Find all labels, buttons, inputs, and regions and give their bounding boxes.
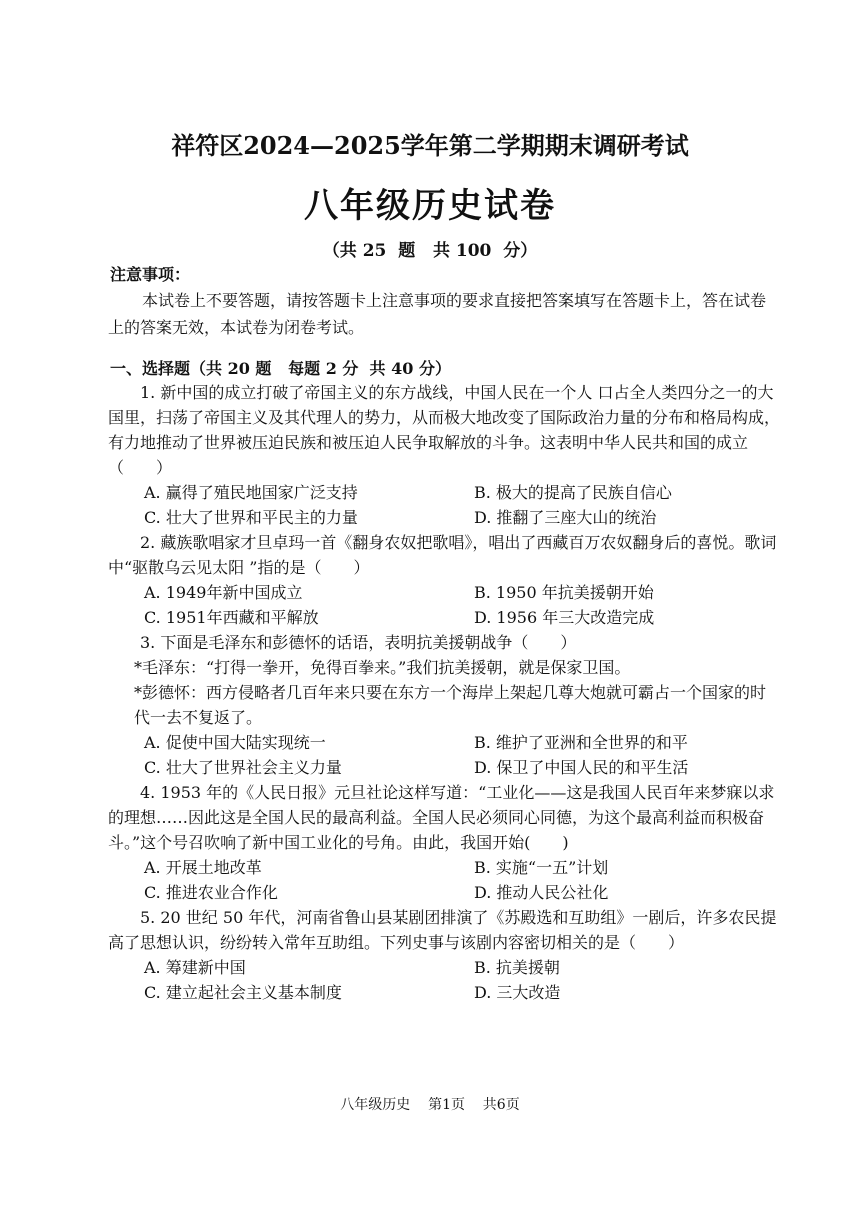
question-stem: 4. 1953 年的《人民日报》元旦社论这样写道：“工业化——这是我国人民百年来梦寐以求的理想……因此这是全国人民的最高利益。全国人民必须同心同德，为这个最高利益而积极奋斗。”这个号召吹响了新中国工业化的号角。由此，我国开始( ) xyxy=(108,783,775,852)
question-2 xyxy=(108,530,780,630)
option-d: D. 三大改造 xyxy=(474,983,561,1002)
option-d: D. 1956 年三大改造完成 xyxy=(474,608,655,627)
option-d: D. 保卫了中国人民的和平生活 xyxy=(474,758,689,777)
option-b: B. 极大的提高了民族自信心 xyxy=(474,483,672,502)
option-b: B. 1950 年抗美援朝开始 xyxy=(474,583,654,602)
question-list xyxy=(108,380,780,1005)
section-heading: 一、选择题（共 20 题 每题 2 分 共 40 分） xyxy=(110,359,451,378)
exam-title: 祥符区2024—2025学年第二学期期末调研考试 xyxy=(171,131,689,160)
question-stem: 2. 藏族歌唱家才旦卓玛一首《翻身农奴把歌唱》，唱出了西藏百万农奴翻身后的喜悦。歌词中“驱散乌云见太阳 ”指的是（ ） xyxy=(108,533,777,577)
quote-mao: *毛泽东：“打得一拳开，免得百拳来。”我们抗美援朝，就是保家卫国。 xyxy=(134,658,631,677)
question-4 xyxy=(108,780,780,905)
option-c: C. 建立起社会主义基本制度 xyxy=(144,983,342,1002)
notice-body: 本试卷上不要答题，请按答题卡上注意事项的要求直接把答案填写在答题卡上，答在试卷上的答案无效，本试卷为闭卷考试。 xyxy=(108,291,767,337)
option-a: A. 开展土地改革 xyxy=(144,858,262,877)
page-footer: 八年级历史 第1页 共6页 xyxy=(340,1097,520,1113)
question-options xyxy=(108,480,780,530)
question-options xyxy=(108,955,780,1005)
question-stem: 1. 新中国的成立打破了帝国主义的东方战线，中国人民在一个人 口占全人类四分之一的大国里，扫荡了帝国主义及其代理人的势力，从而极大地改变了国际政治力量的分布和格局构成，有力地推动了世界被压迫民族和被压迫人民争取解放的斗争。这表明中华人民共和国的成立（ ） xyxy=(108,383,781,477)
option-a: A. 赢得了殖民地国家广泛支持 xyxy=(144,483,358,502)
subject-title: 八年级历史试卷 xyxy=(304,186,556,226)
option-b: B. 维护了亚洲和全世界的和平 xyxy=(474,733,688,752)
option-c: C. 壮大了世界和平民主的力量 xyxy=(144,508,358,527)
question-options xyxy=(108,855,780,905)
option-c: C. 1951年西藏和平解放 xyxy=(144,608,319,627)
question-3 xyxy=(108,630,780,780)
option-a: A. 1949年新中国成立 xyxy=(144,583,303,602)
question-1 xyxy=(108,380,780,530)
question-5 xyxy=(108,905,780,1005)
option-c: C. 推进农业合作化 xyxy=(144,883,278,902)
question-stem: 3. 下面是毛泽东和彭德怀的话语，表明抗美援朝战争（ ） xyxy=(140,633,577,652)
option-c: C. 壮大了世界社会主义力量 xyxy=(144,758,342,777)
question-options xyxy=(108,730,780,780)
option-b: B. 实施“一五”计划 xyxy=(474,858,609,877)
option-d: D. 推翻了三座大山的统治 xyxy=(474,508,657,527)
question-options xyxy=(108,580,780,630)
notice-heading: 注意事项： xyxy=(110,265,191,284)
option-a: A. 促使中国大陆实现统一 xyxy=(144,733,326,752)
option-b: B. 抗美援朝 xyxy=(474,958,560,977)
exam-subtitle: （共 25 题 共 100 分） xyxy=(322,241,538,261)
question-stem: 5. 20 世纪 50 年代，河南省鲁山县某剧团排演了《苏殿选和互助组》一剧后，许多农民提高了思想认识，纷纷转入常年互助组。下列史事与该剧内容密切相关的是（ ） xyxy=(108,908,777,952)
option-a: A. 筹建新中国 xyxy=(144,958,246,977)
quote-peng: *彭德怀：西方侵略者几百年来只要在东方一个海岸上架起几尊大炮就可霸占一个国家的时代一去不复返了。 xyxy=(134,683,767,727)
option-d: D. 推动人民公社化 xyxy=(474,883,609,902)
